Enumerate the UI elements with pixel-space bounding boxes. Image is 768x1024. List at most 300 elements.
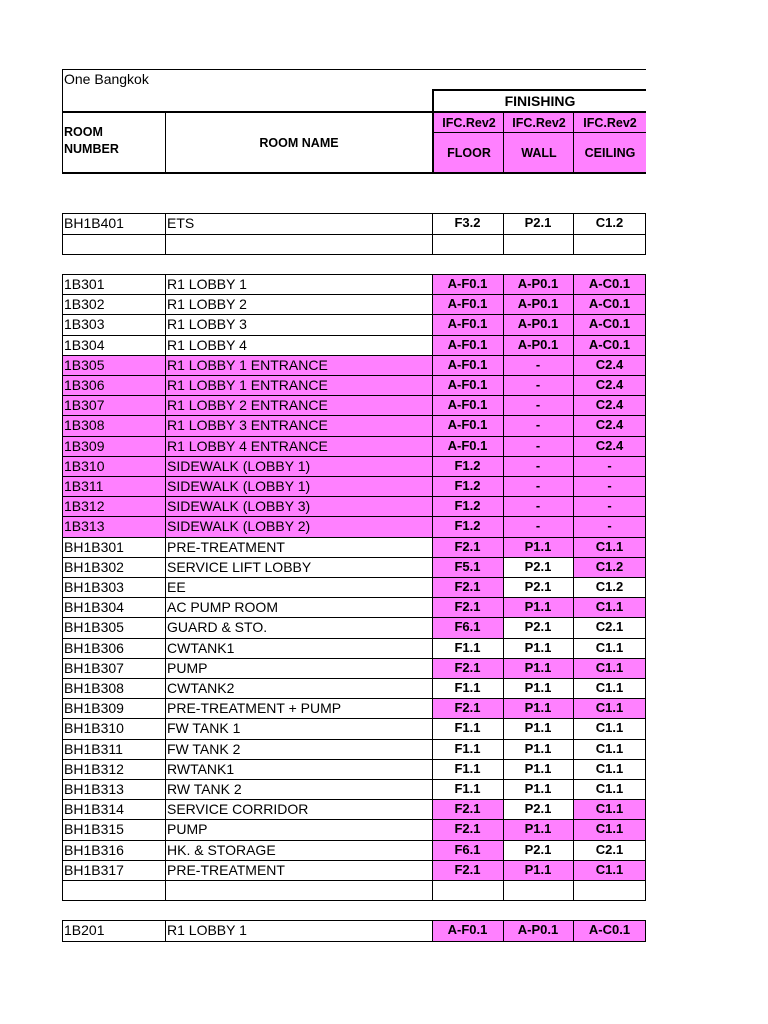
cell-ceiling: C2.4 [573,355,646,375]
column-rule [165,456,166,477]
column-rule [165,415,166,436]
column-rule [503,739,504,760]
cell-ceiling: C1.1 [573,537,646,557]
row-rule [62,860,646,861]
cell-wall: - [503,395,573,415]
cell-wall: P1.1 [524,760,552,776]
row-rule [62,941,646,942]
column-rule [165,496,166,517]
column-rule [573,638,574,659]
column-rule [573,314,574,335]
cell-name: HK. & STORAGE [167,841,276,858]
column-rule [165,880,166,901]
column-rule [62,718,63,739]
cell-name: SIDEWALK (LOBBY 1) [165,476,432,496]
cell-name: R1 LOBBY 3 [167,316,247,333]
cell-wall: P1.1 [503,537,573,557]
project-title: One Bangkok [64,71,149,87]
column-rule [645,819,646,840]
rule-top [62,69,646,70]
cell-name: R1 LOBBY 3 ENTRANCE [165,415,432,435]
column-rule [432,456,433,477]
cell-ceiling: C1.1 [595,740,624,756]
column-rule [503,617,504,638]
column-rule [645,476,646,497]
cell-wall: A-P0.1 [503,335,573,355]
column-rule [432,415,433,436]
column-rule [573,658,574,679]
column-rule [573,274,574,295]
column-rule [573,819,574,840]
cell-ceiling: - [573,456,646,476]
cell-num: 1B305 [62,355,165,375]
column-rule [645,557,646,578]
column-rule [503,537,504,558]
cell-name: RW TANK 2 [167,781,242,797]
cell-ceiling: C1.1 [573,658,646,678]
column-rule [165,294,166,315]
cell-name: R1 LOBBY 1 ENTRANCE [165,355,432,375]
column-rule [503,213,504,234]
cell-name: FW TANK 2 [167,740,241,757]
cell-name: R1 LOBBY 4 [167,336,247,353]
row-rule [62,415,646,416]
rule-header-bottom [62,172,646,174]
room-name-header: ROOM NAME [259,136,339,150]
cell-floor: F2.1 [432,819,503,839]
cell-num: BH1B302 [64,558,124,575]
rule-left-header [62,69,63,173]
column-rule [62,537,63,558]
cell-wall: P1.1 [503,597,573,617]
cell-ceiling: A-C0.1 [573,335,646,355]
row-rule [62,638,646,639]
column-rule [432,355,433,376]
cell-name: SERVICE CORRIDOR [167,801,309,818]
column-rule [165,476,166,497]
cell-ceiling: C2.1 [595,619,624,635]
row-rule [62,355,646,356]
column-rule [432,920,433,941]
cell-name: R1 LOBBY 4 ENTRANCE [165,436,432,456]
cell-floor: F1.1 [454,720,481,736]
cell-wall: P1.1 [503,658,573,678]
column-rule [645,698,646,719]
cell-name: CWTANK2 [167,680,235,696]
column-rule [503,860,504,881]
cell-wall: P1.1 [503,819,573,839]
column-rule [62,920,63,941]
column-rule [165,638,166,659]
row-rule [62,537,646,538]
column-rule [165,759,166,780]
column-rule [62,678,63,699]
column-rule [645,658,646,679]
column-rule [645,759,646,780]
row-rule [62,375,646,376]
cell-floor: F1.1 [454,760,481,776]
column-rule [165,678,166,699]
cell-num: BH1B311 [64,740,123,757]
cell-wall: A-P0.1 [503,294,573,314]
column-rule [503,678,504,699]
column-rule [573,537,574,558]
column-rule [573,799,574,820]
column-rule [645,234,646,255]
column-rule [432,577,433,598]
rule-wall-header [503,111,504,173]
column-rule [573,880,574,901]
row-rule [62,213,646,214]
column-rule [432,678,433,699]
column-rule [432,860,433,881]
column-rule [645,415,646,436]
row-rule [62,335,646,336]
column-rule [503,335,504,356]
cell-floor [432,234,503,254]
room-number-header-text: ROOM NUMBER [64,125,119,156]
cell-num: BH1B316 [64,841,124,858]
column-rule [62,234,63,255]
column-rule [645,678,646,699]
column-rule [165,395,166,416]
column-rule [503,779,504,800]
column-rule [62,557,63,578]
rule-roomname-header [165,111,166,173]
column-rule [62,436,63,457]
cell-wall: A-P0.1 [503,274,573,294]
cell-wall: A-P0.1 [503,314,573,334]
cell-name: SIDEWALK (LOBBY 2) [165,516,432,536]
cell-ceiling: A-C0.1 [573,314,646,334]
cell-num: 1B304 [64,336,105,353]
column-rule [573,294,574,315]
column-rule [432,658,433,679]
column-rule [62,395,63,416]
cell-ceiling: - [573,516,646,536]
row-rule [62,577,646,578]
column-rule [165,658,166,679]
cell-name: R1 LOBBY 2 ENTRANCE [165,395,432,415]
column-rule [432,597,433,618]
column-rule [165,920,166,941]
column-rule [503,799,504,820]
column-rule [503,698,504,719]
column-rule [62,658,63,679]
column-rule [432,537,433,558]
column-rule [645,294,646,315]
column-rule [573,355,574,376]
column-rule [645,496,646,517]
cell-num: 1B313 [62,516,165,536]
cell-floor: F1.2 [432,456,503,476]
column-rule [432,779,433,800]
column-rule [503,496,504,517]
column-rule [165,335,166,356]
column-rule [503,557,504,578]
cell-name: SIDEWALK (LOBBY 3) [165,496,432,516]
cell-num: BH1B313 [64,781,124,797]
column-rule [573,718,574,739]
column-rule [165,799,166,820]
column-rule [503,819,504,840]
cell-name: PRE-TREATMENT + PUMP [167,700,342,717]
column-rule [432,335,433,356]
cell-floor: F1.2 [432,516,503,536]
row-rule [62,759,646,760]
column-rule [432,638,433,659]
cell-num: 1B302 [64,296,105,313]
column-rule [503,395,504,416]
floor-column-header: FLOOR [434,133,504,173]
cell-floor: F1.2 [432,476,503,496]
row-rule [62,557,646,558]
cell-name: CWTANK1 [167,639,235,656]
cell-ceiling: A-C0.1 [573,274,646,294]
column-rule [503,274,504,295]
cell-num: BH1B304 [64,599,124,616]
column-rule [432,294,433,315]
column-rule [645,395,646,416]
column-rule [165,739,166,760]
row-rule [62,900,646,901]
column-rule [62,516,63,537]
cell-ceiling: C1.2 [573,557,646,577]
column-rule [432,759,433,780]
column-rule [165,577,166,598]
cell-floor: F1.1 [454,740,481,756]
cell-ceiling: C1.1 [573,597,646,617]
cell-ceiling: C2.4 [573,375,646,395]
cell-floor: F1.1 [454,639,481,655]
cell-ceiling: C1.1 [573,819,646,839]
column-rule [62,840,63,861]
cell-num: BH1B305 [64,619,124,636]
column-rule [503,880,504,901]
cell-num: BH1B308 [64,680,124,696]
column-rule [503,516,504,537]
row-rule [62,476,646,477]
column-rule [62,860,63,881]
cell-floor: F1.1 [454,680,481,695]
cell-ceiling: - [573,476,646,496]
column-rule [165,698,166,719]
column-rule [573,234,574,255]
column-rule [645,840,646,861]
column-rule [62,496,63,517]
column-rule [645,456,646,477]
column-rule [503,314,504,335]
column-rule [503,355,504,376]
cell-ceiling: C1.1 [595,680,624,695]
column-rule [503,658,504,679]
floor-revision-header: IFC.Rev2 [434,113,504,133]
column-rule [645,597,646,618]
column-rule [165,274,166,295]
rule-header-mid [62,111,646,113]
column-rule [165,234,166,255]
rule-finishing [432,89,646,91]
cell-num: 1B306 [62,375,165,395]
cell-name: PUMP [167,659,208,676]
cell-ceiling: C1.1 [595,760,624,776]
row-rule [62,436,646,437]
cell-num: BH1B306 [64,639,124,656]
cell-ceiling: C2.4 [573,436,646,456]
cell-name: PRE-TREATMENT [167,538,285,555]
column-rule [645,213,646,234]
column-rule [645,537,646,558]
cell-wall: P1.1 [524,720,552,736]
cell-floor: F2.1 [432,799,503,819]
cell-wall: P1.1 [524,680,552,695]
column-rule [573,597,574,618]
cell-num: BH1B314 [64,801,124,818]
cell-name: PRE-TREATMENT [167,861,285,878]
cell-floor: A-F0.1 [432,314,503,334]
row-rule [62,456,646,457]
cell-name: SERVICE LIFT LOBBY [167,558,312,575]
rule-revision [432,132,646,133]
row-rule [62,819,646,820]
column-rule [503,415,504,436]
cell-ceiling: A-C0.1 [573,920,646,940]
column-rule [432,213,433,234]
column-rule [62,335,63,356]
column-rule [165,557,166,578]
cell-wall: P1.1 [524,781,552,796]
cell-name: SIDEWALK (LOBBY 1) [165,456,432,476]
column-rule [432,375,433,396]
column-rule [62,799,63,820]
row-rule [62,254,646,255]
cell-floor: A-F0.1 [432,355,503,375]
cell-num: 1B307 [62,395,165,415]
column-rule [645,920,646,941]
column-rule [645,516,646,537]
column-rule [503,234,504,255]
cell-name: GUARD & STO. [167,619,268,636]
cell-name: RWTANK1 [167,760,235,777]
row-rule [62,496,646,497]
room-finishing-sheet [62,69,646,941]
cell-ceiling: C1.2 [595,579,624,594]
column-rule [62,476,63,497]
column-rule [573,678,574,699]
column-rule [573,496,574,517]
column-rule [432,314,433,335]
column-rule [645,375,646,396]
cell-floor [432,880,503,900]
cell-wall: P2.1 [524,841,552,857]
column-rule [62,213,63,234]
column-rule [645,274,646,295]
column-rule [62,415,63,436]
column-rule [432,395,433,416]
column-rule [645,617,646,638]
column-rule [573,779,574,800]
column-rule [432,496,433,517]
cell-num: 1B303 [64,316,105,333]
cell-floor: F6.1 [432,617,503,637]
column-rule [165,436,166,457]
cell-floor: F2.1 [432,577,503,597]
cell-wall: - [503,516,573,536]
row-rule [62,779,646,780]
column-rule [62,638,63,659]
column-rule [432,557,433,578]
column-rule [503,840,504,861]
cell-num: 1B201 [64,922,105,939]
cell-ceiling: C1.1 [573,860,646,880]
row-rule [62,698,646,699]
column-rule [165,718,166,739]
row-rule [62,658,646,659]
column-rule [165,840,166,861]
column-rule [165,516,166,537]
cell-wall: P2.1 [524,215,552,231]
cell-floor: F2.1 [432,860,503,880]
column-rule [645,860,646,881]
cell-name [165,880,432,900]
cell-ceiling: C2.1 [595,841,624,857]
column-rule [432,436,433,457]
column-rule [573,516,574,537]
column-rule [573,920,574,941]
cell-ceiling: A-C0.1 [573,294,646,314]
cell-floor: F6.1 [432,840,503,860]
cell-wall [503,234,573,254]
column-rule [62,375,63,396]
column-rule [573,415,574,436]
column-rule [573,375,574,396]
cell-wall: - [503,476,573,496]
cell-name: FW TANK 1 [167,720,241,737]
cell-wall: P1.1 [524,639,552,655]
column-rule [165,597,166,618]
column-rule [165,537,166,558]
cell-name: ETS [167,215,195,232]
cell-floor: A-F0.1 [432,395,503,415]
row-rule [62,920,646,921]
column-rule [432,799,433,820]
cell-wall: - [503,436,573,456]
cell-ceiling [573,880,646,900]
cell-ceiling [573,234,646,254]
finishing-group-header: FINISHING [504,93,576,109]
column-rule [503,294,504,315]
ceiling-column-header: CEILING [574,133,646,173]
cell-floor: A-F0.1 [432,294,503,314]
column-rule [62,294,63,315]
cell-name: R1 LOBBY 1 ENTRANCE [165,375,432,395]
column-rule [503,476,504,497]
cell-wall: - [503,355,573,375]
cell-num: BH1B401 [64,215,124,232]
column-rule [645,577,646,598]
cell-floor: F1.2 [432,496,503,516]
row-rule [62,395,646,396]
column-rule [573,860,574,881]
cell-num: 1B308 [62,415,165,435]
cell-num: BH1B307 [64,659,124,676]
row-rule [62,617,646,618]
cell-floor: F2.1 [432,658,503,678]
column-rule [62,759,63,780]
column-rule [573,739,574,760]
cell-floor: F2.1 [432,537,503,557]
cell-floor: F1.1 [454,781,481,796]
